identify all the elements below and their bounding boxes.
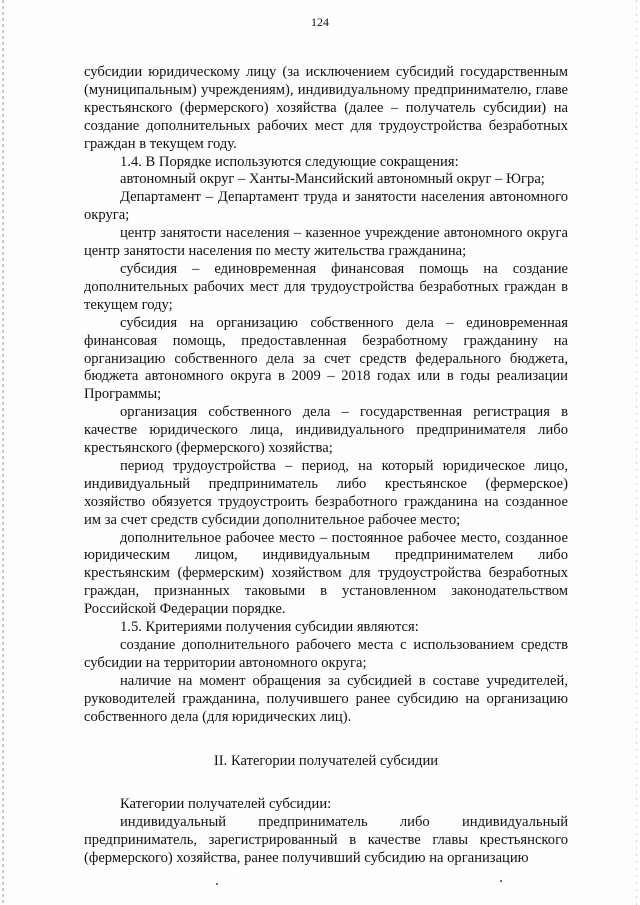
scan-edge-right: [636, 0, 637, 905]
scan-speck: [500, 880, 502, 882]
scan-speck: [216, 883, 218, 885]
paragraph-definition-own-business: организация собственного дела – государственная регистрация в качестве юридического лица, индивидуального предпринимателя либо крестьянского (фермерского) хозяйства;: [84, 404, 568, 457]
paragraph-definition-subsidy: субсидия – единовременная финансовая помощь на создание дополнительных рабочих мест для трудоустройства безработных граждан в текущем году;: [84, 260, 568, 313]
paragraph-continuation: субсидии юридическому лицу (за исключением субсидий государственным (муниципальным) учреждениям), индивидуальному предпринимателю, главе крестьянского (фермерского) хозяйства (далее – получатель субсидии) на создание дополнительных рабочих мест для трудоустройства безработных граждан в текущем году.: [84, 64, 568, 152]
paragraph-criteria-intro: 1.5. Критериями получения субсидии являются:: [120, 619, 419, 636]
scan-edge-left: [2, 0, 4, 905]
paragraph-definition-own-business-subsidy: субсидия на организацию собственного дела – единовременная финансовая помощь, предоставленная безработному гражданину на организацию собственного дела за счет средств федерального бюджета, бюджета автономного округа в 2009 – 2018 годах или в годы реализации Программы;: [84, 314, 568, 403]
paragraph-category-entrepreneur: индивидуальный предприниматель либо индивидуальный предприниматель, зарегистрированный в качестве главы крестьянского (фермерского) хозяйства, ранее получивший субсидию на организацию: [84, 814, 568, 867]
paragraph-definition-additional-workplace: дополнительное рабочее место – постоянное рабочее место, созданное юридическим лицом, индивидуальным предпринимателем либо крестьянским (фермерским) хозяйством для трудоустройства безработных граждан, признанных таковыми в установленном законодательством Российской Федерации порядке.: [84, 529, 568, 618]
section-heading: II. Категории получателей субсидии: [213, 752, 439, 769]
paragraph-criterion-founders: наличие на момент обращения за субсидией в составе учредителей, руководителей гражданина, получившего ранее субсидию на организацию собственного дела (для юридических лиц).: [84, 672, 568, 725]
document-body: [84, 64, 568, 868]
paragraph-definition-employment-center: центр занятости населения – казенное учреждение автономного округа центр занятости населения по месту жительства гражданина;: [84, 225, 568, 260]
page-number: 124: [311, 15, 329, 29]
paragraph-definition-employment-period: период трудоустройства – период, на который юридическое лицо, индивидуальный предприниматель либо крестьянское (фермерское) хозяйство обязуется трудоустроить безработного гражданина на созданное им за счет средств субсидии дополнительное рабочее место;: [84, 457, 568, 528]
paragraph-categories-intro: Категории получателей субсидии:: [120, 796, 332, 813]
paragraph-definition-okrug: автономный округ – Ханты-Мансийский автономный округ – Югра;: [120, 171, 545, 188]
paragraph-abbreviations-intro: 1.4. В Порядке используются следующие сокращения:: [120, 153, 459, 170]
paragraph-definition-department: Департамент – Департамент труда и занятости населения автономного округа;: [84, 189, 568, 224]
paragraph-criterion-workplace: создание дополнительного рабочего места с использованием средств субсидии на территории автономного округа;: [84, 637, 568, 671]
